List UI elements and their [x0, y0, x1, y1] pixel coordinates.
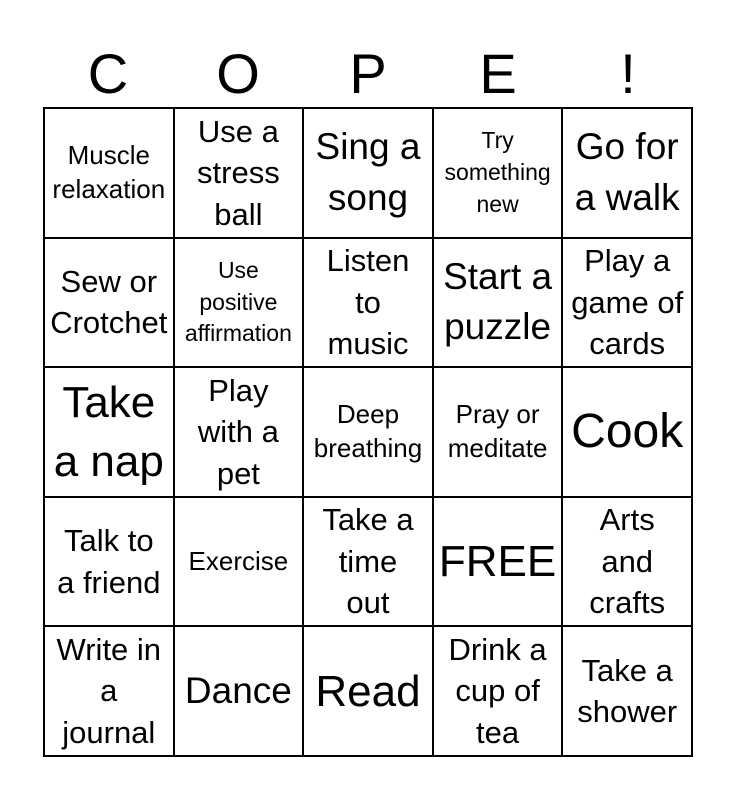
- header-letter-e: E: [479, 42, 517, 105]
- cell-text: Sing a song: [315, 126, 421, 218]
- bingo-cell-r2c2: [174, 238, 304, 368]
- cell-text: Start a puzzle: [443, 255, 553, 348]
- cell-text: Take a shower: [577, 652, 678, 730]
- cell-text: Dance: [184, 669, 292, 711]
- cell-text: Play with a pet: [197, 372, 279, 491]
- bingo-cell-r2c3: [303, 238, 433, 368]
- cell-text: Pray or meditate: [447, 399, 548, 463]
- cell-text: Use a stress ball: [197, 113, 280, 232]
- cell-text: Try something new: [444, 127, 551, 217]
- bingo-cell-r4c1: [44, 497, 174, 627]
- cell-text: Take a nap: [53, 377, 164, 486]
- cell-text: Listen to music: [326, 243, 410, 362]
- cell-text: Arts and crafts: [589, 502, 666, 621]
- free-space-label: FREE: [438, 536, 557, 586]
- cell-text: Exercise: [188, 545, 289, 576]
- cell-text: Sew or Crotchet: [50, 263, 168, 341]
- header-letter-exclamation: !: [620, 42, 636, 105]
- cell-text: Take a time out: [322, 502, 414, 621]
- cell-text: Read: [315, 666, 421, 716]
- bingo-cell-r5c3: [303, 626, 433, 756]
- bingo-cell-r4c5: [562, 497, 692, 627]
- header-letter-c: C: [87, 42, 129, 105]
- bingo-cell-r1c1: [44, 108, 174, 238]
- header-letter-o: O: [216, 42, 260, 105]
- bingo-cell-r3c2: [174, 367, 304, 497]
- bingo-cell-r4c2: [174, 497, 304, 627]
- cell-text: Go for a walk: [574, 126, 680, 218]
- bingo-cell-r3c1: [44, 367, 174, 497]
- bingo-cell-r2c1: [44, 238, 174, 368]
- bingo-cell-r1c5: [562, 108, 692, 238]
- bingo-cell-r5c5: [562, 626, 692, 756]
- cell-text: Write in a journal: [56, 631, 162, 750]
- cell-text: Deep breathing: [313, 399, 423, 463]
- cell-text: Talk to a friend: [57, 523, 161, 600]
- bingo-cell-r2c5: [562, 238, 692, 368]
- bingo-cell-r1c3: [303, 108, 433, 238]
- cell-text: Cook: [571, 404, 684, 458]
- bingo-board: [43, 107, 693, 757]
- bingo-cell-r1c4: [433, 108, 563, 238]
- bingo-cell-r3c3: [303, 367, 433, 497]
- cell-text: Drink a cup of tea: [448, 631, 547, 750]
- cell-text: Muscle relaxation: [52, 140, 166, 204]
- bingo-cell-r4c3: [303, 497, 433, 627]
- bingo-cell-r3c5: [562, 367, 692, 497]
- header-letter-p: P: [349, 42, 387, 105]
- bingo-cell-free-space: [433, 497, 563, 627]
- bingo-cell-r3c4: [433, 367, 563, 497]
- bingo-cell-r2c4: [433, 238, 563, 368]
- cell-text: Use positive affirmation: [184, 256, 292, 347]
- bingo-cell-r5c2: [174, 626, 304, 756]
- bingo-header: [43, 40, 693, 108]
- bingo-cell-r1c2: [174, 108, 304, 238]
- cell-text: Play a game of cards: [571, 243, 684, 362]
- bingo-cell-r5c1: [44, 626, 174, 756]
- bingo-cell-r5c4: [433, 626, 563, 756]
